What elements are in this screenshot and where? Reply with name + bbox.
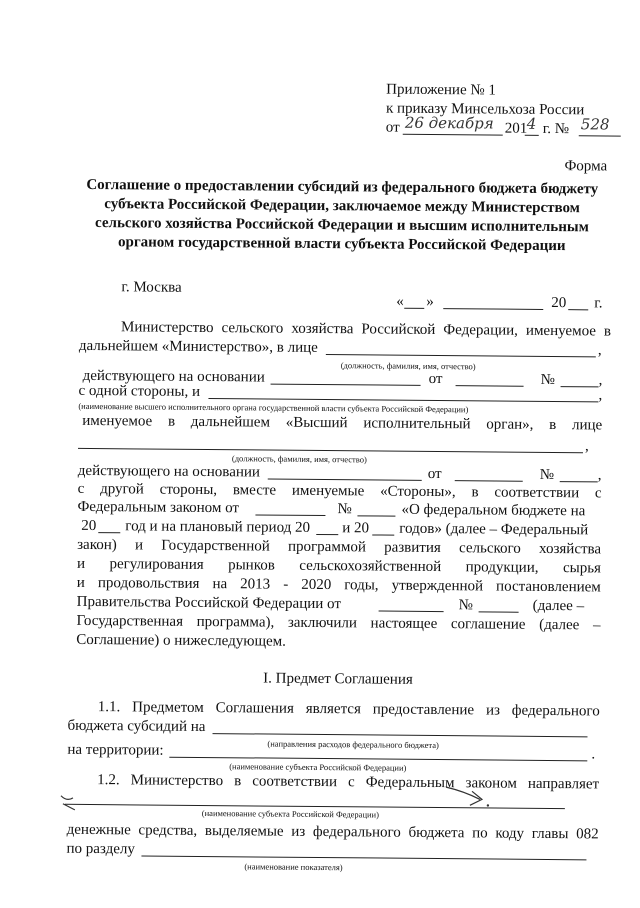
gov-label: Правительства Российской Федерации от — [76, 593, 341, 613]
year3-label: и 20 — [342, 520, 370, 537]
side1-comma: , — [598, 387, 603, 404]
year2-line — [316, 534, 338, 535]
section1-heading: I. Предмет Соглашения — [263, 670, 413, 688]
gp-named-line: Государственная программа), заключили настоящее соглашение (далее – — [76, 612, 601, 634]
fz-no: № — [337, 501, 352, 518]
basis-number-line2 — [560, 481, 598, 482]
p11-line2: бюджета субсидий на — [67, 717, 206, 736]
year1-label: 20 — [81, 517, 97, 535]
appendix-year: 201 — [504, 120, 528, 137]
basis-comma2: , — [597, 467, 602, 484]
title-line1: Соглашение о предоставлении субсидий из федерального бюджета бюджету — [86, 176, 599, 198]
caption-indicator: (наименование показателя) — [244, 861, 343, 873]
title-line4: органом государственной власти субъекта Российской Федерации — [117, 234, 566, 255]
p12-line1: 1.2. Министерство в соответствии с Федеральным законом направляет — [97, 772, 600, 793]
appendix-date-handwritten: 26 декабря — [404, 113, 494, 133]
basis-no1: № — [540, 371, 556, 389]
p12-line3: денежные средства, выделяемые из федерального бюджета по коду главы 082 — [66, 821, 599, 843]
basis-ot1: от — [428, 370, 443, 388]
side2-line: с другой стороны, вместе именуемые «Стороны», в соответствии с — [77, 480, 602, 502]
p12-section-line — [141, 855, 586, 860]
basis-no2: № — [539, 466, 555, 484]
side1-label: с одной стороны, и — [78, 382, 201, 400]
fz-label: Федеральным законом от — [77, 498, 240, 517]
form-label: Форма — [564, 158, 608, 175]
basis-date-line1 — [456, 385, 524, 387]
basis-line2 — [268, 479, 422, 481]
gp-line3: и продовольствия на 2013 - 2020 годы, утвержденной постановлением — [76, 574, 601, 596]
named-organ-line: именуемое в дальнейшем «Высший исполнительный орган», в лице — [82, 412, 603, 434]
year2-label: год и на плановый период 20 — [125, 518, 311, 536]
year4-label: годов» (далее – Федеральный — [399, 520, 589, 539]
basis-comma1: , — [598, 372, 603, 389]
basis-label2: действующего на основании — [77, 462, 261, 481]
caption-person1: (должность, фамилия, имя, отчество) — [340, 360, 476, 372]
title-line3: сельского хозяйства Российской Федерации и высшим исполнительным — [95, 215, 589, 236]
basis-line1 — [271, 384, 421, 386]
appendix-year-line — [525, 135, 539, 136]
p11-direction-line — [213, 733, 588, 737]
appendix-date-line — [403, 134, 503, 136]
title-line2: субъекта Российской Федерации, заключаемое между Министерством — [104, 196, 581, 217]
year3-line — [372, 534, 394, 535]
appendix-number-handwritten: 528 — [580, 115, 610, 134]
p1-comma: , — [597, 342, 602, 359]
p11-line1: 1.1. Предметом Соглашения является предоставление из федерального — [97, 699, 600, 720]
fz-date-line — [255, 514, 325, 516]
date-year-line — [568, 309, 588, 310]
p12-line4: по разделу — [66, 840, 135, 858]
agreement-named-line: Соглашение) о нижеследующем. — [76, 631, 287, 650]
appendix-line1: Приложение № 1 — [386, 81, 497, 99]
appendix-g-no: г. № — [542, 120, 570, 138]
date-close-quote: » — [426, 293, 434, 310]
caption-organ: (наименование высшего исполнительного органа государственной власти субъекта Российской Федерации) — [78, 400, 469, 415]
gov-number-line — [479, 611, 519, 612]
handwritten-arrow-icon — [442, 781, 492, 811]
date-year: 20 — [551, 295, 567, 312]
basis-ot2: от — [427, 465, 442, 483]
appendix-year-handwritten: 4 — [526, 114, 537, 133]
appendix-number-line — [579, 135, 621, 136]
caption-subject2: (наименование субъекта Российской Федерации) — [201, 807, 379, 820]
fz-title: «О федеральном бюджете на — [401, 501, 586, 520]
date-month-line — [443, 308, 543, 310]
gov-after: (далее – — [532, 597, 585, 615]
caption-person2: (должность, фамилия, имя, отчество) — [231, 453, 367, 465]
gp-line1: закон) и Государственной программой развития сельского хозяйства — [77, 536, 602, 558]
caption-subject1: (наименование субъекта Российской Федерации) — [229, 761, 407, 773]
handwritten-mark-icon — [57, 788, 87, 814]
fz-number-line — [357, 515, 395, 516]
gov-no: № — [458, 597, 474, 614]
date-open-quote: « — [396, 293, 404, 310]
person2-comma: , — [584, 438, 589, 455]
date-g: г. — [594, 295, 603, 312]
territory-dot: . — [591, 746, 596, 763]
p1-line1: Министерство сельского хозяйства Российской Федерации, именуемое в — [120, 319, 612, 340]
appendix-ot: от — [385, 119, 400, 136]
caption-direction: (направления расходов федерального бюджета) — [267, 738, 439, 751]
appendix-line2: к приказу Минсельхоза России — [385, 100, 585, 119]
gp-line2: и регулирования рынков сельскохозяйственной продукции, сырья — [76, 555, 602, 577]
date-day-line — [404, 308, 424, 309]
basis-number-line1 — [561, 386, 599, 387]
p1-person-line — [326, 354, 596, 357]
year1-line — [98, 532, 120, 533]
territory-label: на территории: — [67, 741, 164, 759]
city: г. Москва — [121, 279, 182, 296]
basis-label1: действующего на основании — [82, 367, 265, 386]
basis-date-line2 — [455, 480, 523, 482]
gov-date-line — [379, 611, 444, 613]
person2-line — [78, 448, 583, 453]
p1-line2: дальнейшем «Министерство», в лице — [78, 337, 318, 356]
